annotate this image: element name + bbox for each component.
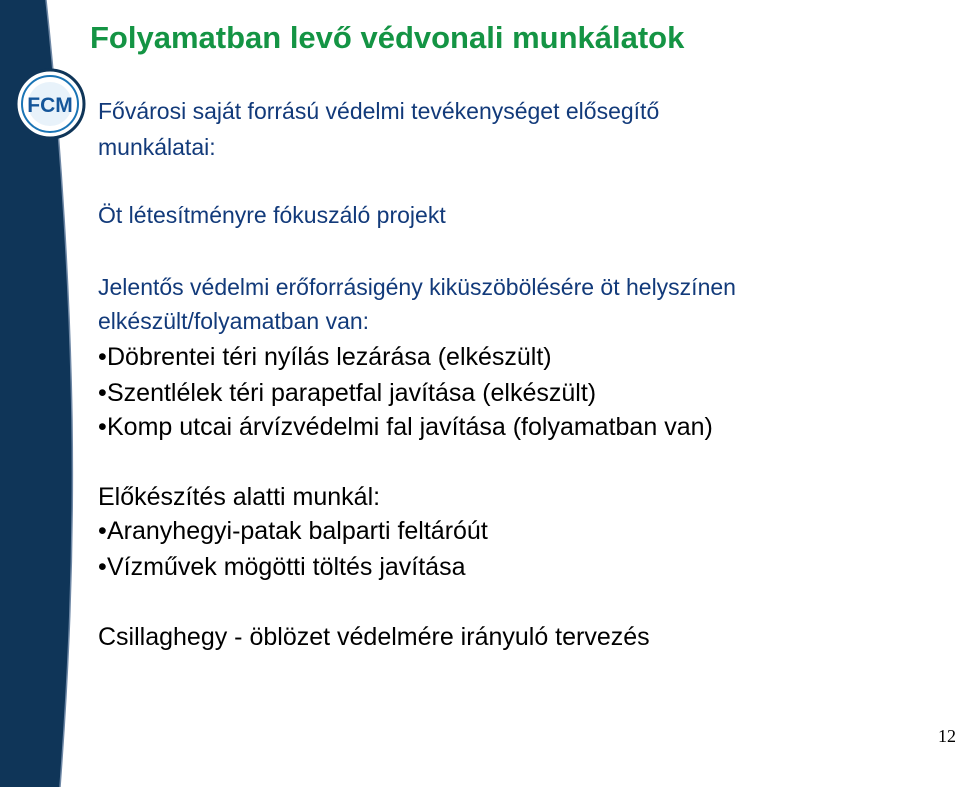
completed-item-text: Szentlélek téri parapetfal javítása (elkészült) [107,379,597,407]
bullet-dot-icon: • [98,413,107,441]
page-number: 12 [938,726,956,746]
completed-item-text: Döbrentei téri nyílás lezárása (elkészült) [107,343,552,371]
bullet-dot-icon: • [98,517,107,545]
preparation-heading: Előkészítés alatti munkál: [98,483,381,511]
project-line: Öt létesítményre fókuszáló projekt [98,202,446,228]
completed-item-3 [98,412,713,442]
requirement-line-2: elkészült/folyamatban van: [98,308,370,334]
preparation-item-2 [98,552,465,582]
logo-text: FCM [27,94,73,117]
preparation-item-text: Vízművek mögötti töltés javítása [107,553,466,581]
fcm-logo-icon [14,68,86,140]
intro-text-line-2: munkálatai: [98,134,216,160]
slide-title: Folyamatban levő védvonali munkálatok [90,20,685,55]
requirement-line-1: Jelentős védelmi erőforrásigény kiküszöbölésére öt helyszínen [98,274,736,300]
completed-item-text: Komp utcai árvízvédelmi fal javítása (folyamatban van) [107,413,713,441]
bullet-dot-icon: • [98,379,107,407]
preparation-item-1 [98,516,488,546]
bullet-dot-icon: • [98,343,107,371]
planning-line: Csillaghegy - öblözet védelmére irányuló tervezés [98,623,650,651]
bullet-dot-icon: • [98,553,107,581]
intro-text-line-1: Fővárosi saját forrású védelmi tevékenységet elősegítő [98,98,660,124]
completed-item-2 [98,378,596,408]
preparation-item-text: Aranyhegyi-patak balparti feltáróút [107,517,488,545]
completed-item-1 [98,342,552,372]
